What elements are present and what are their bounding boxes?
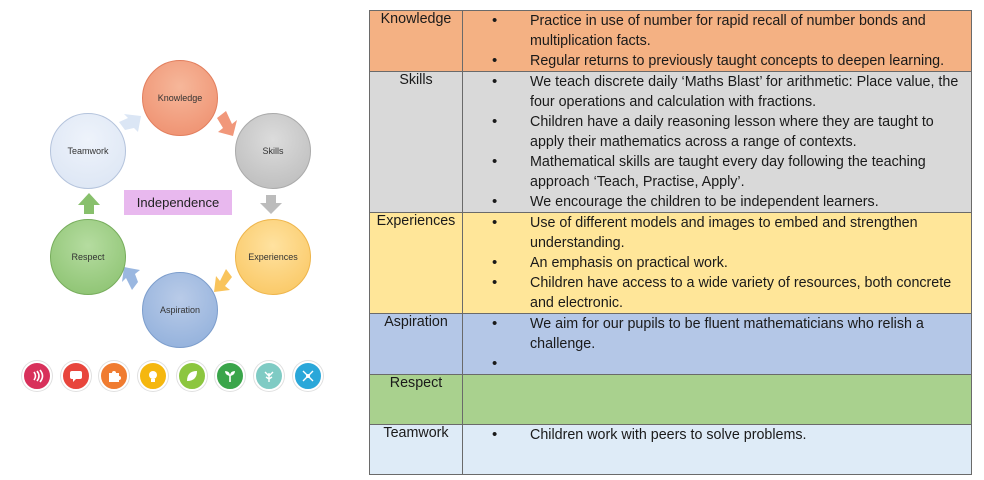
independence-label: Independence bbox=[124, 190, 232, 215]
node-label: Aspiration bbox=[159, 305, 201, 315]
badge-row bbox=[22, 361, 323, 393]
bullet-item: • Children have a daily reasoning lesson where they are taught to apply their mathematics across a range of contexts. bbox=[530, 112, 971, 152]
arrow-respect-to-teamwork bbox=[78, 193, 100, 214]
sound-waves-icon bbox=[22, 361, 52, 391]
cycle-diagram bbox=[0, 0, 360, 480]
bullet-item: • Children have access to a wide variety of resources, both concrete and electronic. bbox=[530, 273, 971, 313]
bullet-item: • We aim for our pupils to be fluent mathematicians who relish a challenge. bbox=[530, 314, 971, 354]
curriculum-table bbox=[369, 10, 972, 475]
category-cell: Knowledge bbox=[370, 11, 463, 72]
node-label: Experiences bbox=[248, 252, 298, 262]
description-cell bbox=[463, 375, 972, 425]
puzzle-icon bbox=[99, 361, 129, 391]
node-respect bbox=[50, 219, 126, 295]
bullet-item bbox=[530, 354, 971, 374]
table-row bbox=[370, 213, 972, 314]
table-row bbox=[370, 11, 972, 72]
description-cell bbox=[463, 314, 972, 375]
bullet-item: • We encourage the children to be independent learners. bbox=[530, 192, 971, 212]
node-aspiration bbox=[142, 272, 218, 348]
bullet-item: • Use of different models and images to embed and strengthen understanding. bbox=[530, 213, 971, 253]
speech-bubble-icon bbox=[61, 361, 91, 391]
arrow-aspiration-to-respect bbox=[122, 267, 140, 290]
node-label: Respect bbox=[71, 252, 105, 262]
description-cell bbox=[463, 11, 972, 72]
bullet-item: • Practice in use of number for rapid recall of number bonds and multiplication facts. bbox=[530, 11, 971, 51]
category-cell: Teamwork bbox=[370, 425, 463, 475]
table-row bbox=[370, 314, 972, 375]
bullet-item: • Mathematical skills are taught every day following the teaching approach ‘Teach, Practise, Apply’. bbox=[530, 152, 971, 192]
node-label: Teamwork bbox=[67, 146, 109, 156]
bullet-item: • Regular returns to previously taught concepts to deepen learning. bbox=[530, 51, 971, 71]
bullet-item: • We teach discrete daily ‘Maths Blast’ for arithmetic: Place value, the four operations and calculation with fractions. bbox=[530, 72, 971, 112]
table-row bbox=[370, 72, 972, 213]
node-label: Skills bbox=[262, 146, 284, 156]
category-cell: Experiences bbox=[370, 213, 463, 314]
node-knowledge bbox=[142, 60, 218, 136]
lightbulb-icon bbox=[138, 361, 168, 391]
arrow-experiences-to-aspiration bbox=[214, 269, 232, 292]
bullet-item: • Children work with peers to solve problems. bbox=[530, 425, 971, 445]
node-skills bbox=[235, 113, 311, 189]
arrow-skills-to-experiences bbox=[260, 195, 282, 214]
bullet-item: • An emphasis on practical work. bbox=[530, 253, 971, 273]
node-experiences bbox=[235, 219, 311, 295]
node-label: Knowledge bbox=[157, 93, 203, 103]
category-cell: Aspiration bbox=[370, 314, 463, 375]
sprout-icon bbox=[254, 361, 284, 391]
network-icon bbox=[293, 361, 323, 391]
arrow-knowledge-to-skills bbox=[217, 111, 237, 136]
description-cell bbox=[463, 425, 972, 475]
category-cell: Respect bbox=[370, 375, 463, 425]
leaf-icon bbox=[177, 361, 207, 391]
category-cell: Skills bbox=[370, 72, 463, 213]
plant-icon bbox=[215, 361, 245, 391]
arrow-teamwork-to-knowledge bbox=[119, 114, 141, 132]
description-cell bbox=[463, 72, 972, 213]
table-row bbox=[370, 375, 972, 425]
description-cell bbox=[463, 213, 972, 314]
table-row bbox=[370, 425, 972, 475]
node-teamwork bbox=[50, 113, 126, 189]
